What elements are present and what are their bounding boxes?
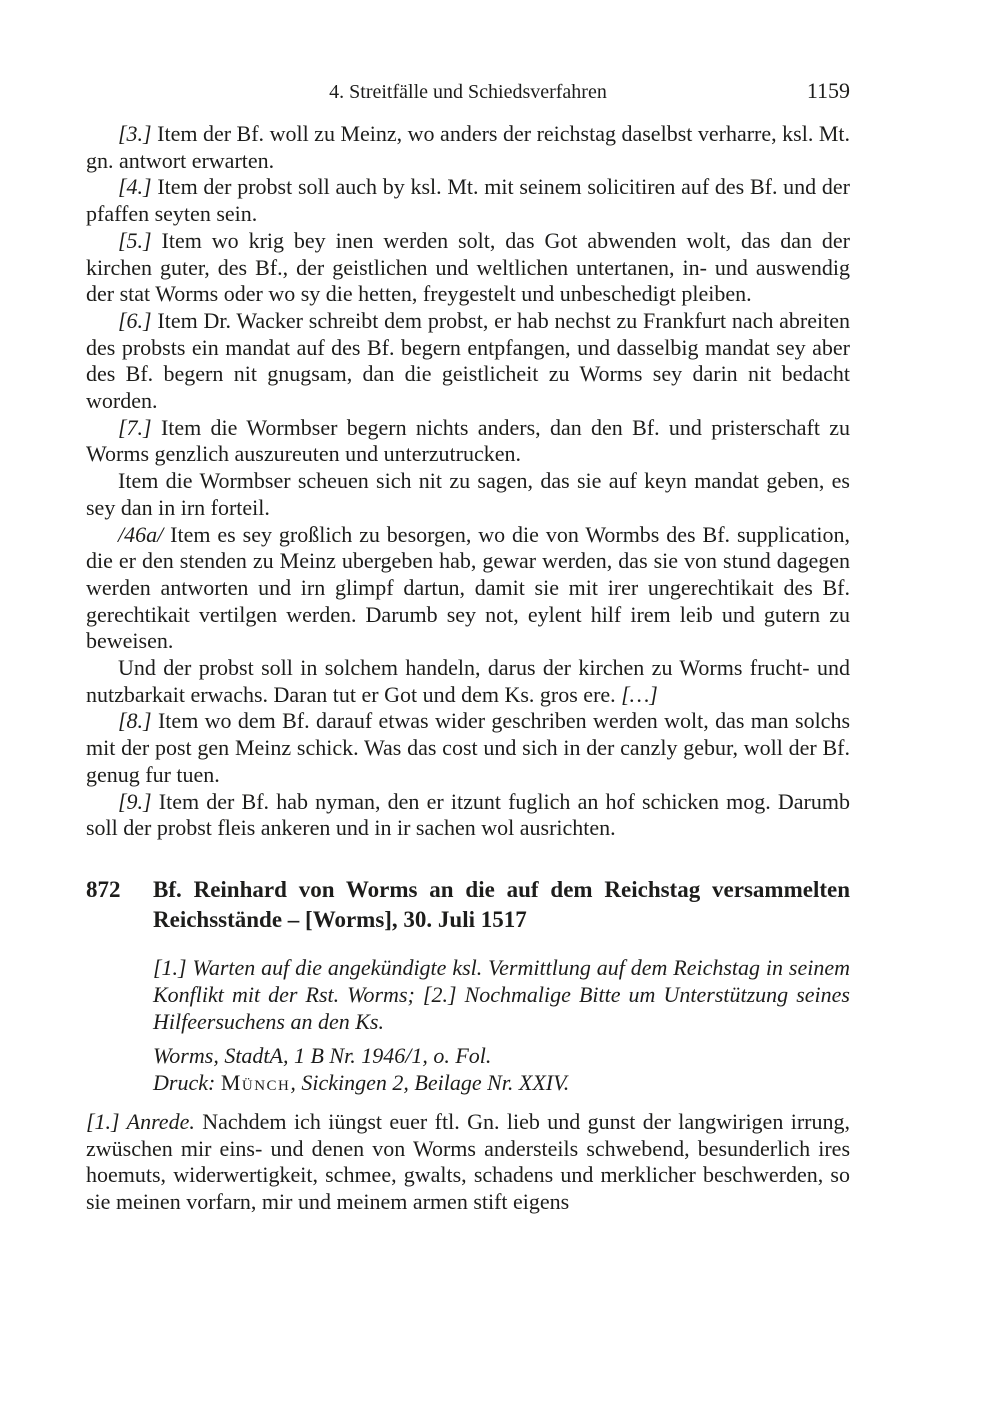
entry-title: Bf. Reinhard von Worms an die auf dem Reichstag versammelten Reichsstände – [Worms], 30. Juli 1517 xyxy=(153,876,850,932)
paragraph xyxy=(86,655,850,708)
paragraph-text: Item der probst soll auch by ksl. Mt. mit seinem solicitiren auf des Bf. und der pfaffen seyten sein. xyxy=(86,174,850,227)
paragraph xyxy=(86,522,850,656)
paragraph xyxy=(86,708,850,788)
paragraph xyxy=(86,308,850,415)
paragraph-text: Nachdem ich iüngst euer ftl. Gn. lieb und gunst der langwirigen irrung, zwüschen mir eins- und denen von Worms andersteils schwebend, besunderlich ires hoemuts, widerwertigkeit, schmee, gwalts, schadens und merklicher beschwerden, so sie meinen vorfarn, mir und meinem armen stift eigens xyxy=(86,1108,850,1215)
print-reference-label: Druck: xyxy=(153,1070,216,1096)
paragraph-text: Item Dr. Wacker schreibt dem probst, er hab nechst zu Frankfurt nach abreiten des probsts ein mandat auf des Bf. begern entpfangen, und dasselbig mandat sey aber des Bf. begern nit gnugsam, dan die geistlicheit zu Worms sey darin nit bedacht worden. xyxy=(86,307,850,414)
paragraph xyxy=(86,468,850,521)
entry-body-paragraph xyxy=(86,1109,850,1216)
continued-document-text xyxy=(86,121,850,842)
paragraph-text: Item der Bf. hab nyman, den er itzunt fuglich an hof schicken mog. Darumb soll der probst fleis ankeren und in ir sachen wol ausrichten. xyxy=(86,788,850,841)
running-header xyxy=(86,80,850,104)
paragraph-text: Item wo dem Bf. darauf etwas wider geschriben werden wolt, das man solchs mit der post gen Meinz schick. Was das cost und sich in der canzly gebur, woll der Bf. genug fur tuen. xyxy=(86,708,851,787)
paragraph-text: Item der Bf. woll zu Meinz, wo anders der reichstag daselbst verharre, ksl. Mt. gn. antwort erwarten. xyxy=(86,121,850,173)
paragraph xyxy=(86,789,850,842)
paragraph-marker: [1.] Anrede. xyxy=(86,1108,195,1134)
paragraph-marker: [8.] xyxy=(118,708,152,734)
entry-references xyxy=(153,1042,850,1097)
paragraph-marker: [4.] xyxy=(118,174,152,200)
page-number: 1159 xyxy=(806,78,850,103)
print-reference xyxy=(153,1069,850,1097)
paragraph-marker: [3.] xyxy=(118,121,152,146)
paragraph-text: Item die Wormbser scheuen sich nit zu sagen, das sie auf keyn mandat geben, es sey dan in irn forteil. xyxy=(86,468,850,520)
paragraph-text: Item wo krig bey inen werden solt, das Got abwenden wolt, das dan der kirchen guter, des Bf., der geistlichen und weltlichen untertanen, in- und auswendig der stat Worms oder wo sy die hetten, freygestelt und unbeschedigt pleiben. xyxy=(86,227,851,307)
paragraph xyxy=(86,174,850,227)
paragraph-text: Item es sey großlich zu besorgen, wo die von Wormbs des Bf. supplication, die er den stenden zu Meinz ubergeben hab, gewar werden, das sie von stund dagegen werden antworten und irn glimpf dartun, damit sie mit irer ungerechtikait des Bf. gerechtikait vertilgen werden. Darumb sey not, eylent hilf irem leib und gutern zu beweisen. xyxy=(86,521,850,654)
paragraph xyxy=(86,228,850,308)
paragraph-marker: [7.] xyxy=(118,414,152,440)
paragraph-marker: [6.] xyxy=(118,307,152,333)
running-header-title: 4. Streitfälle und Schiedsverfahren xyxy=(329,81,607,103)
paragraph-marker: [9.] xyxy=(118,788,152,814)
paragraph-omission-mark: […] xyxy=(621,681,658,707)
paragraph-text: Und der probst soll in solchem handeln, darus der kirchen zu Worms frucht- und nutzbarkait erwachs. Daran tut er Got und dem Ks. gros ere. xyxy=(86,655,850,707)
paragraph xyxy=(86,415,850,468)
print-reference-author: Münch xyxy=(220,1070,291,1096)
paragraph xyxy=(86,121,850,174)
paragraph-marker: [5.] xyxy=(118,227,152,253)
archive-reference: Worms, StadtA, 1 B Nr. 1946/1, o. Fol. xyxy=(153,1042,492,1068)
entry-number: 872 xyxy=(86,876,121,902)
paragraph-marker: /46a/ xyxy=(118,521,164,547)
entry-heading xyxy=(86,875,850,935)
paragraph-text: Item die Wormbser begern nichts anders, dan den Bf. und pristerschaft zu Worms genzlich auszureuten und unterzutrucken. xyxy=(86,414,850,467)
entry-summary: [1.] Warten auf die angekündigte ksl. Vermittlung auf dem Reichstag in seinem Konflikt mit der Rst. Worms; [2.] Nochmalige Bitte um Unterstützung seines Hilfeersuchens an den Ks. xyxy=(153,954,850,1034)
page-content xyxy=(86,80,850,1216)
print-reference-detail: , Sickingen 2, Beilage Nr. XXIV. xyxy=(290,1070,570,1096)
